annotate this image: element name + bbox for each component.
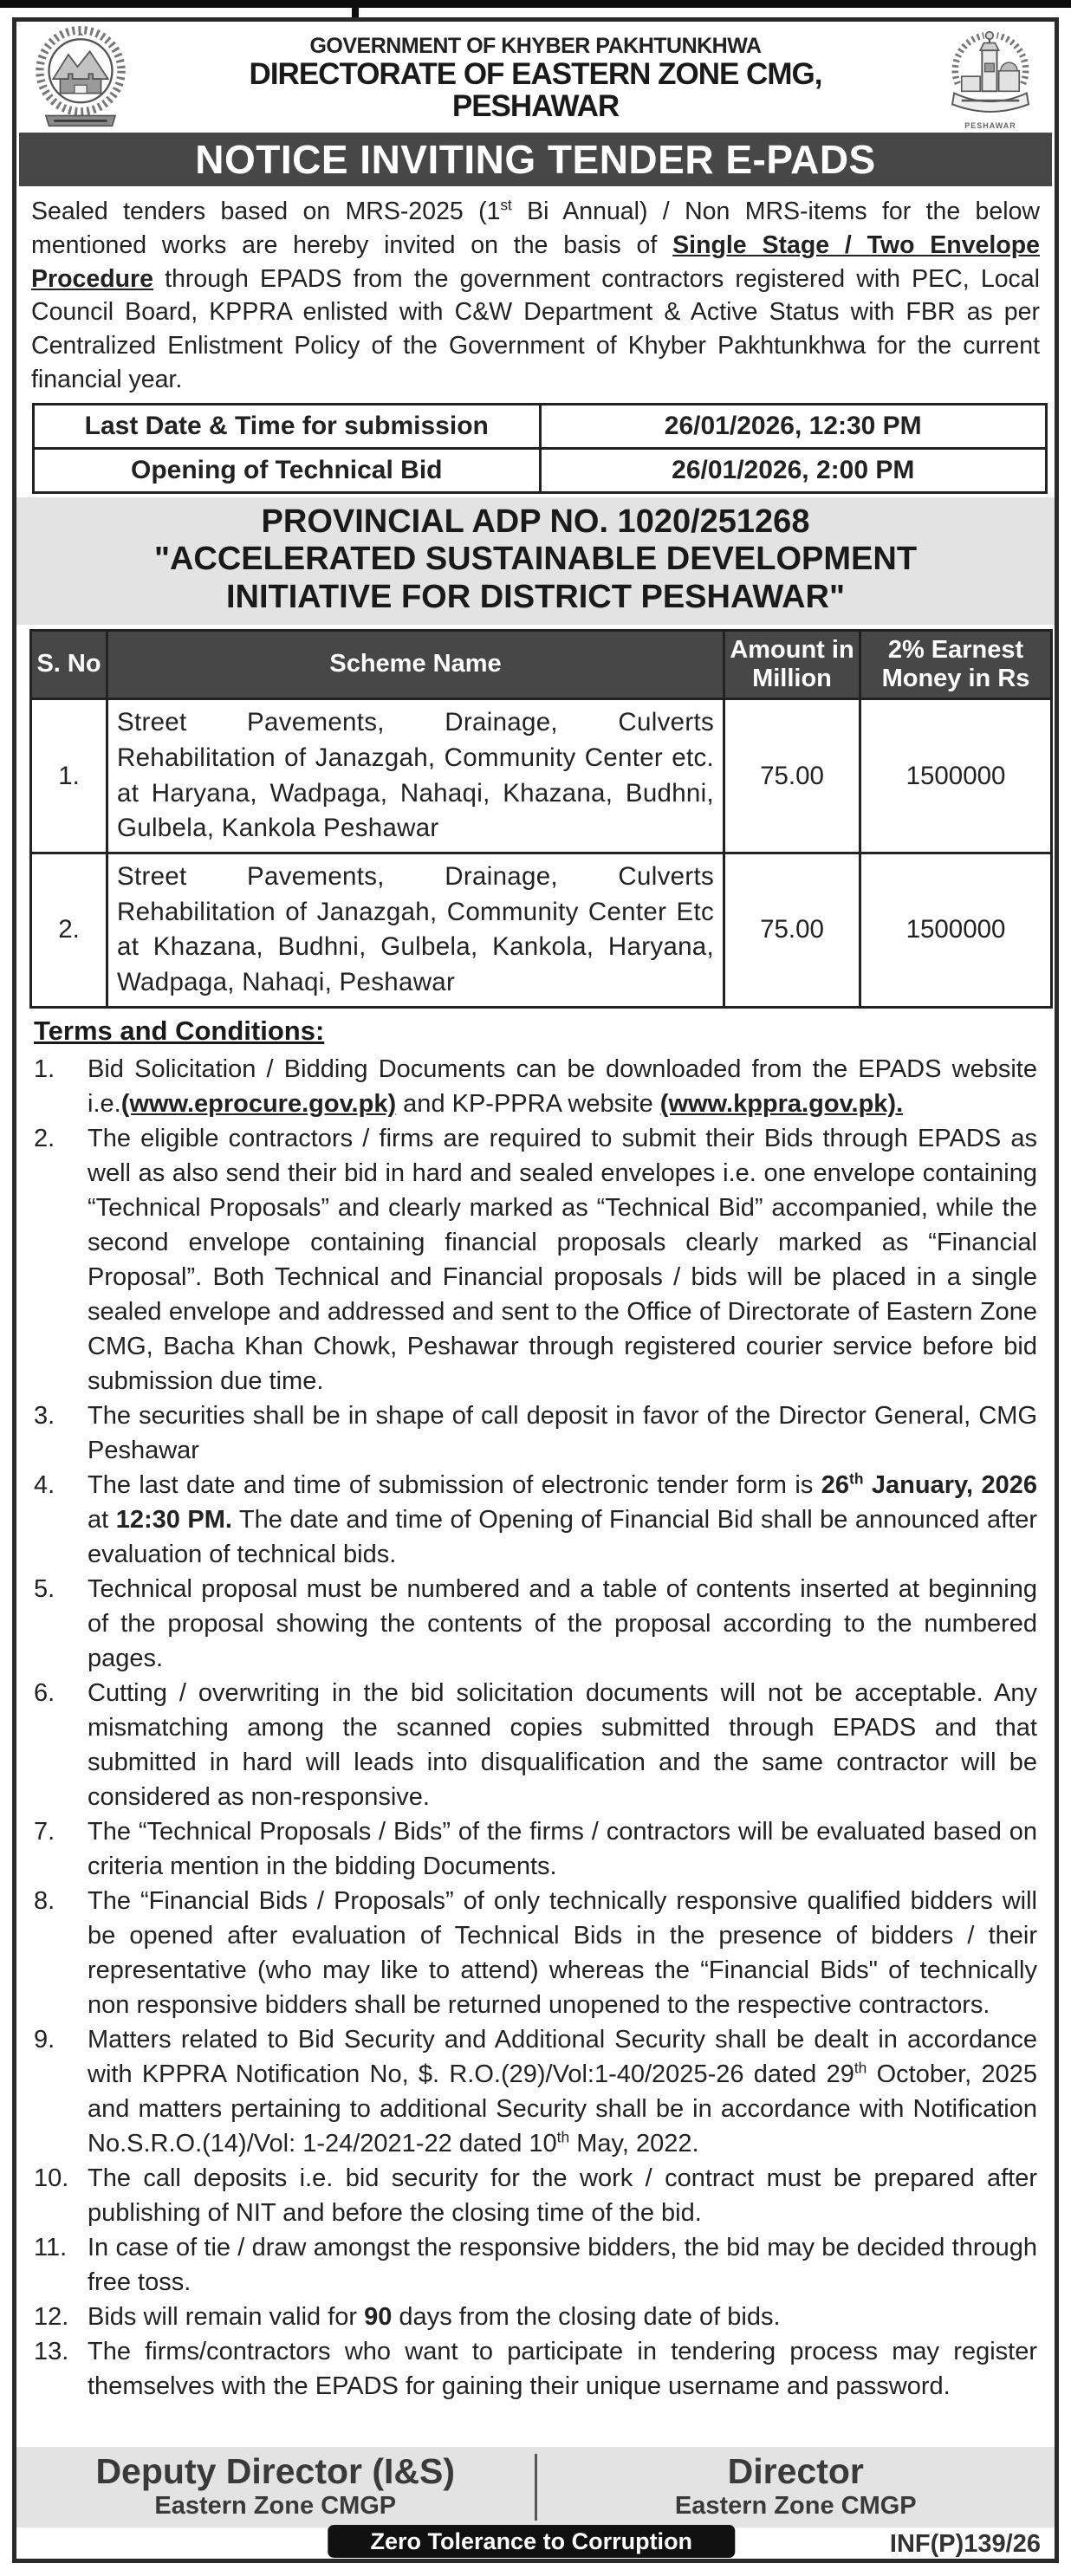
table-row <box>34 404 1047 448</box>
term-item-12 <box>34 2300 1037 2334</box>
term-text: The firms/contractors who want to participate in tendering process may register themselves with the EPADS for gaining their unique username and password. <box>88 2338 1037 2401</box>
term-item-10 <box>34 2161 1037 2230</box>
directorate-line: DIRECTORATE OF EASTERN ZONE CMG, <box>249 56 822 91</box>
city-line: PESHAWAR <box>451 88 620 123</box>
terms-heading: Terms and Conditions: <box>34 1015 325 1046</box>
deputy-director-office: Eastern Zone CMGP <box>154 2492 397 2521</box>
term-number: 4. <box>34 1471 55 1500</box>
scheme-table <box>29 629 1053 1009</box>
technical-bid-opening-label: Opening of Technical Bid <box>34 448 541 492</box>
term-item-9 <box>34 2022 1037 2161</box>
term-item-11 <box>34 2230 1037 2300</box>
term-item-8 <box>34 1884 1037 2022</box>
scheme-2-amount: 75.00 <box>724 853 860 1008</box>
director-title: Director <box>727 2451 864 2491</box>
table-row <box>31 699 1052 853</box>
term-item-3 <box>34 1398 1037 1468</box>
term-number: 8. <box>34 1887 55 1916</box>
technical-bid-opening-value: 26/01/2026, 2:00 PM <box>540 448 1047 492</box>
anti-corruption-slogan: Zero Tolerance to Corruption <box>328 2525 735 2558</box>
scheme-2-sno: 2. <box>31 853 107 1008</box>
term-text: Matters related to Bid Security and Additional Security shall be dealt in accordance with KPPRA Notification No, $. R.O.(29)/Vol:1-40/2025-26 dated 29th October, 2025 and matters pertaining to additional Security shall be in accordance with Notification No.S.R.O.(14)/Vol: 1-24/2021-22 dated 10th May, 2022. <box>88 2026 1037 2158</box>
term-number: 6. <box>34 1679 55 1708</box>
term-number: 5. <box>34 1575 55 1604</box>
term-text: The “Financial Bids / Proposals” of only technically responsive qualified bidders will be opened after evaluation of Technical Bids in the presence of bidders / their representative (who may like to attend) whereas the “Financial Bids" of technically non responsive bidders shall be returned unopened to the respective contractors. <box>88 1887 1037 2020</box>
director-signature <box>537 2447 1055 2527</box>
advertisement-reference: INF(P)139/26 <box>889 2530 1041 2558</box>
adp-number-line: PROVINCIAL ADP NO. 1020/251268 <box>261 503 810 540</box>
table-row <box>34 448 1047 492</box>
term-text: The securities shall be in shape of call deposit in favor of the Director General, CMG Peshawar <box>88 1402 1037 1465</box>
scheme-2-name: Street Pavements, Drainage, Culverts Rehabilitation of Janazgah, Community Center Etc at Khazana, Budhni, Gulbela, Kankola, Haryana, Wadpaga, Nahaqi, Peshawar <box>107 853 724 1008</box>
scheme-1-sno: 1. <box>31 699 107 853</box>
term-number: 12. <box>34 2303 69 2332</box>
intro-paragraph: Sealed tenders based on MRS-2025 (1st Bi Annual) / Non MRS-items for the below mentioned works are hereby invited on the basis of Single Stage / Two Envelope Procedure through EPADS from the government contractors registered with PEC, Local Council Board, KPPRA enlisted with C&W Department & Active Status with FBR as per Centralized Enlistment Policy of the Government of Khyber Pakhtunkhwa for the current financial year. <box>31 197 1041 393</box>
table-row <box>31 853 1052 1008</box>
term-item-2 <box>34 1121 1037 1398</box>
col-header-scheme: Scheme Name <box>107 630 724 699</box>
scheme-1-amount: 75.00 <box>724 699 860 853</box>
adp-title-line2: INITIATIVE FOR DISTRICT PESHAWAR" <box>225 578 845 615</box>
term-item-4 <box>34 1468 1037 1572</box>
term-item-1 <box>34 1052 1037 1121</box>
term-number: 13. <box>34 2338 69 2366</box>
term-number: 9. <box>34 2026 55 2054</box>
bottom-row <box>16 2527 1055 2559</box>
scheme-2-earnest: 1500000 <box>860 853 1052 1008</box>
term-text: The “Technical Proposals / Bids” of the firms / contractors will be evaluated based on criteria mention in the bidding Documents. <box>88 1818 1037 1881</box>
terms-and-conditions <box>16 1009 1055 2404</box>
term-item-7 <box>34 1814 1037 1884</box>
term-number: 1. <box>34 1054 55 1083</box>
term-text: Technical proposal must be numbered and a table of contents inserted at beginning of the proposal showing the contents of the proposal according to the numbered pages. <box>88 1575 1037 1673</box>
newsprint-column-rule <box>352 0 359 17</box>
adp-heading-block <box>16 497 1055 625</box>
term-number: 11. <box>34 2234 68 2262</box>
term-item-6 <box>34 1676 1037 1814</box>
term-text: Bids will remain valid for 90 days from the closing date of bids. <box>88 2303 781 2332</box>
scheme-1-earnest: 1500000 <box>860 699 1052 853</box>
header-titles <box>136 33 935 122</box>
term-item-5 <box>34 1572 1037 1676</box>
peshawar-emblem-caption: PESHAWAR <box>964 120 1016 130</box>
term-text: Bid Solicitation / Bidding Documents can be downloaded from the EPADS website i.e.(www.eprocure.gov.pk) and KP-PPRA website (www.kppra.gov.pk). <box>88 1054 1037 1118</box>
government-line: GOVERNMENT OF KHYBER PAKHTUNKHWA <box>309 34 762 59</box>
submission-schedule-table <box>32 403 1048 494</box>
deputy-director-signature <box>16 2447 535 2527</box>
notice-header <box>16 22 1055 131</box>
term-text: The eligible contractors / firms are required to submit their Bids through EPADS as well as also send their bid in hard and sealed envelopes i.e. one envelope containing “Technical Proposals” and clearly marked as “Technical Bid” accompanied, while the second envelope containing financial proposals clearly marked as “Financial Proposal”. Both Technical and Financial proposals / bids will be placed in a single sealed envelope and addressed and sent to the Office of Directorate of Eastern Zone CMG, Bacha Khan Chowk, Peshawar through registered courier service before bid submission due time. <box>88 1124 1037 1396</box>
term-text: Cutting / overwriting in the bid solicitation documents will not be acceptable. Any mismatching among the scanned copies submitted through EPADS and that submitted in hard will leads into disqualification and the same contractor will be considered as non-responsive. <box>88 1679 1037 1812</box>
term-number: 7. <box>34 1818 55 1846</box>
col-header-sno: S. No <box>31 630 107 699</box>
tender-notice <box>12 17 1059 2563</box>
signature-block <box>16 2447 1055 2527</box>
peshawar-city-emblem-icon <box>935 26 1046 130</box>
director-office: Eastern Zone CMGP <box>674 2492 917 2521</box>
scheme-1-name: Street Pavements, Drainage, Culverts Rehabilitation of Janazgah, Community Center etc. at Haryana, Wadpaga, Nahaqi, Khazana, Budhni, Gulbela, Kankola Peshawar <box>107 699 724 853</box>
newsprint-crop-strip <box>0 0 1071 8</box>
scheme-table-header-row <box>31 630 1052 699</box>
notice-title-banner <box>19 133 1052 186</box>
term-text: In case of tie / draw amongst the responsive bidders, the bid may be decided through free toss. <box>88 2234 1037 2297</box>
col-header-amount: Amount in Million <box>724 630 860 699</box>
term-number: 10. <box>34 2164 69 2193</box>
col-header-earnest: 2% Earnest Money in Rs <box>860 630 1052 699</box>
adp-title-line1: "ACCELERATED SUSTAINABLE DEVELOPMENT <box>153 541 918 578</box>
notice-title: NOTICE INVITING TENDER E-PADS <box>195 137 876 182</box>
term-text: The call deposits i.e. bid security for the work / contract must be prepared after publishing of NIT and before the closing time of the bid. <box>88 2164 1037 2228</box>
kp-government-emblem-icon <box>25 26 136 130</box>
submission-deadline-value: 26/01/2026, 12:30 PM <box>540 404 1047 448</box>
term-text: The last date and time of submission of electronic tender form is 26th January, 2026 at 12:30 PM. The date and time of Opening of Financial Bid shall be announced after evaluation of technical bids. <box>88 1470 1037 1569</box>
term-number: 3. <box>34 1402 55 1431</box>
submission-deadline-label: Last Date & Time for submission <box>34 404 541 448</box>
term-item-13 <box>34 2334 1037 2404</box>
term-number: 2. <box>34 1124 55 1152</box>
deputy-director-title: Deputy Director (I&S) <box>95 2451 456 2491</box>
